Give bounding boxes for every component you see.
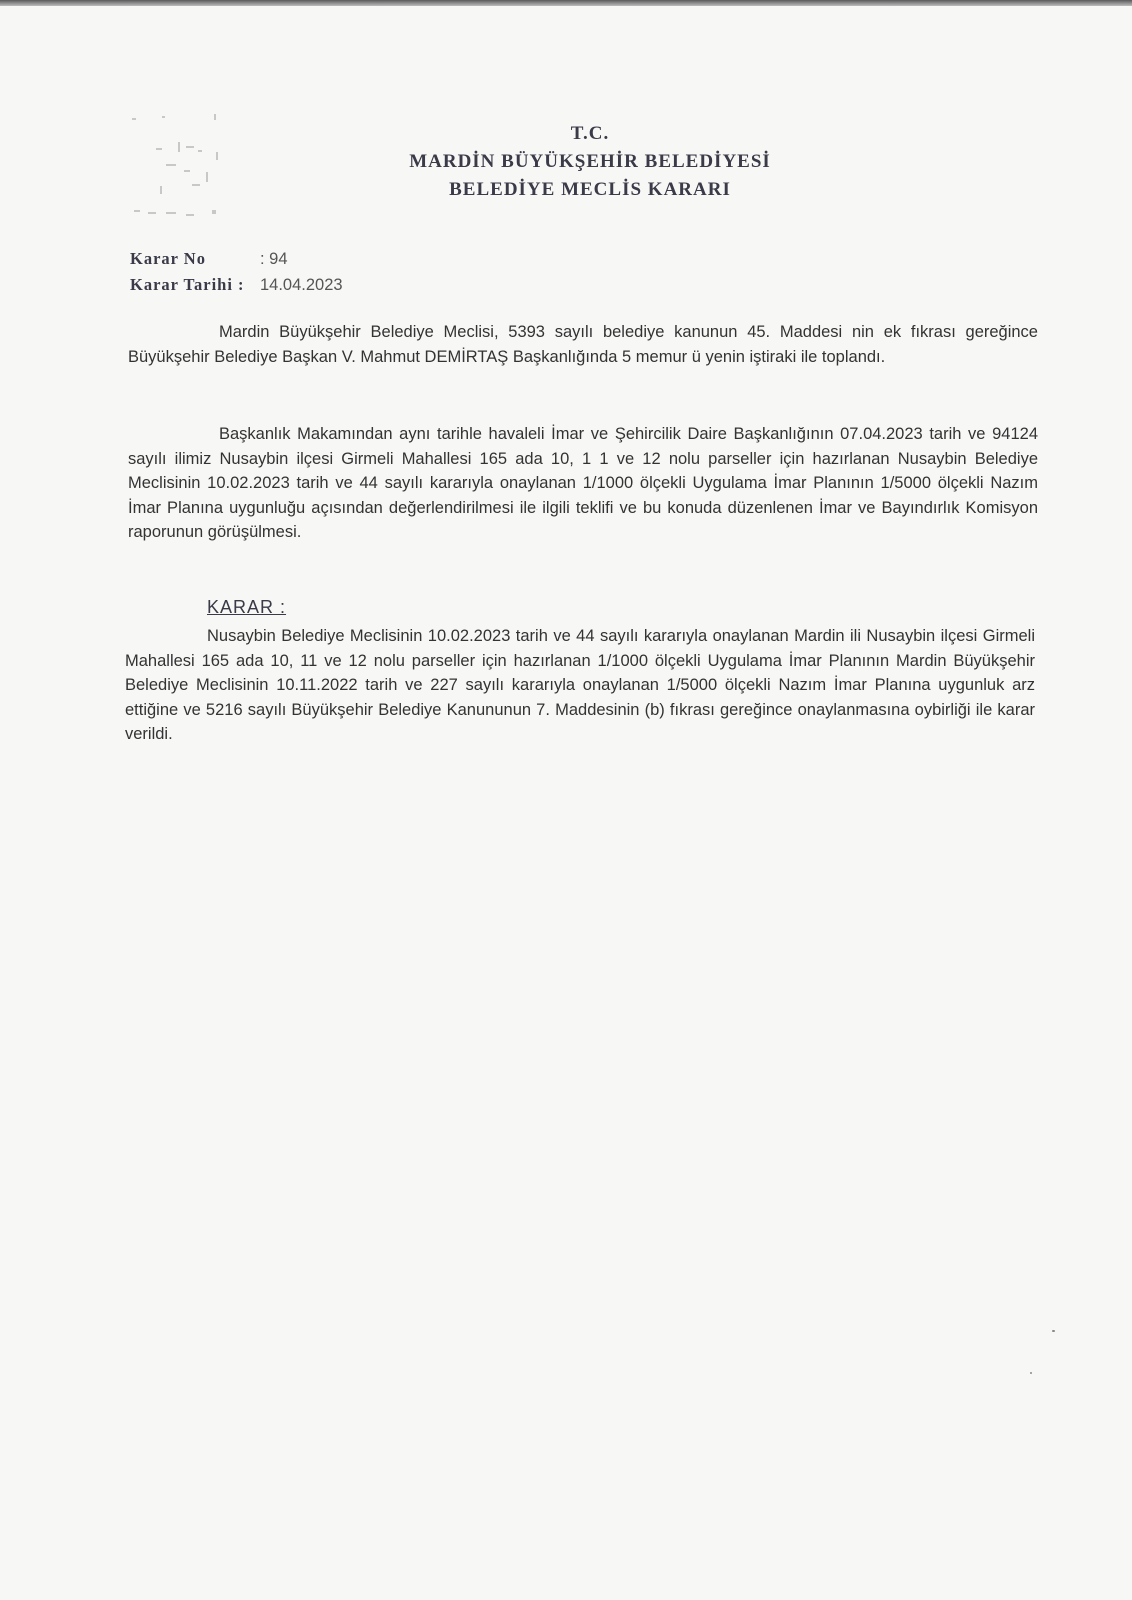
- karar-heading: KARAR :: [207, 597, 287, 617]
- scan-speck: [1030, 1372, 1032, 1374]
- karar-no-value: : 94: [260, 250, 288, 268]
- karar-tarihi-value: 14.04.2023: [260, 276, 343, 294]
- intro-text: Mardin Büyükşehir Belediye Meclisi, 5393 sayılı belediye kanunun 45. Maddesi nin ek fıkrası gereğince Büyükşehir Belediye Başkan V. Mahmut DEMİRTAŞ Başkanlığında 5 memur ü yenin iştiraki ile toplandı.: [128, 323, 1038, 366]
- karar-tarihi-row: [130, 272, 343, 298]
- header-decision-title: BELEDİYE MECLİS KARARI: [449, 179, 731, 200]
- header-tc: T.C.: [570, 123, 610, 144]
- document-header: [380, 120, 800, 204]
- subject-paragraph: [128, 422, 1038, 545]
- subject-text: Başkanlık Makamından aynı tarihle havaleli İmar ve Şehircilik Daire Başkanlığının 07.04.2023 tarih ve 94124 sayılı ilimiz Nusaybin ilçesi Girmeli Mahallesi 165 ada 10, 1 1 ve 12 nolu parseller için hazırlanan Nusaybin Belediye Meclisinin 10.02.2023 tarih ve 44 sayılı kararıyla onaylanan 1/1000 ölçekli Uygulama İmar Planının 1/5000 ölçekli Nazım İmar Planına uygunluğu açısından değerlendirilmesi ile ilgili teklifi ve bu konuda düzenlenen İmar ve Bayındırlık Komisyon raporunun görüşülmesi.: [128, 425, 1038, 541]
- karar-tarihi-label: Karar Tarihi :: [130, 275, 245, 294]
- decision-meta: [130, 246, 343, 298]
- karar-no-label: Karar No: [130, 249, 206, 268]
- karar-text: Nusaybin Belediye Meclisinin 10.02.2023 tarih ve 44 sayılı kararıyla onaylanan Mardin ili Nusaybin ilçesi Girmeli Mahallesi 165 ada 10, 11 ve 12 nolu parseller için hazırlanan 1/1000 ölçekli Uygulama İmar Planının Mardin Büyükşehir Belediye Meclisinin 10.11.2022 tarih ve 227 sayılı kararıyla onaylanan 1/5000 ölçekli Nazım İmar Planına uygunluk arz ettiğine ve 5216 sayılı Büyükşehir Belediye Kanununun 7. Maddesinin (b) fıkrası gereğince onaylanmasına oybirliği ile karar verildi.: [125, 627, 1035, 743]
- intro-paragraph: [128, 320, 1038, 369]
- faded-seal-stamp: [126, 112, 230, 222]
- karar-no-row: [130, 246, 343, 272]
- karar-paragraph: [125, 624, 1035, 747]
- header-municipality: MARDİN BÜYÜKŞEHİR BELEDİYESİ: [409, 151, 771, 172]
- scan-speck: [1052, 1330, 1055, 1332]
